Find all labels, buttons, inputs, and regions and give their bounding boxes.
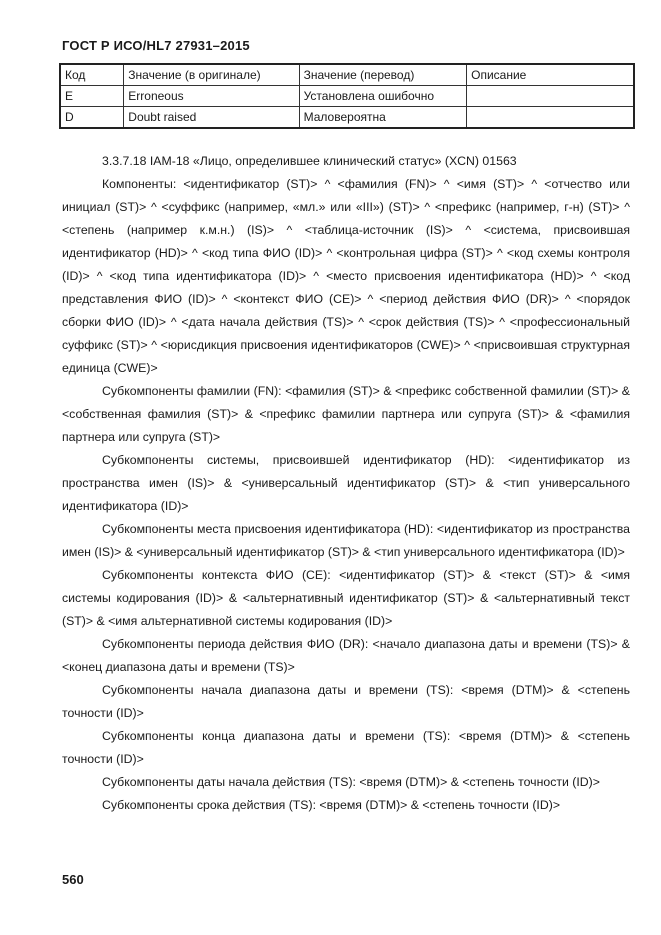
table-cell-description — [467, 86, 634, 107]
table-cell-code: E — [60, 86, 124, 107]
page-number: 560 — [62, 872, 84, 887]
column-header-translation: Значение (перевод) — [299, 64, 467, 86]
table-row — [60, 107, 634, 129]
column-header-description: Описание — [467, 64, 634, 86]
paragraph-ce-subcomponents: Субкомпоненты контекста ФИО (CE): <идентификатор (ST)> & <текст (ST)> & <имя системы кодирования (ID)> & <альтернативный идентификатор (ST)> & <альтернативный текст (ST)> & <имя альтернативной системы кодирования (ID)> — [62, 568, 630, 628]
table-header-row — [60, 64, 634, 86]
table-cell-translation: Маловероятна — [299, 107, 467, 129]
paragraph-dr-subcomponents: Субкомпоненты периода действия ФИО (DR): <начало диапазона даты и времени (TS)> & <конец диапазона даты и времени (TS)> — [62, 637, 630, 674]
table-cell-code: D — [60, 107, 124, 129]
code-table — [59, 63, 635, 129]
table-cell-translation: Установлена ошибочно — [299, 86, 467, 107]
table-cell-original: Doubt raised — [124, 107, 299, 129]
paragraph-hd-system-subcomponents: Субкомпоненты системы, присвоившей идентификатор (HD): <идентификатор из пространства имен (IS)> & <универсальный идентификатор (ST)> & <тип универсального идентификатора (ID)> — [62, 453, 630, 513]
section-heading: 3.3.7.18 IAM-18 «Лицо, определившее клинический статус» (XCN) 01563 — [102, 154, 517, 168]
document-header-title: ГОСТ Р ИСО/HL7 27931–2015 — [62, 38, 250, 53]
paragraph-fn-subcomponents: Субкомпоненты фамилии (FN): <фамилия (ST)> & <префикс собственной фамилии (ST)> & <собственная фамилия (ST)> & <префикс фамилии партнера или супруга (ST)> & <фамилия партнера или супруга (ST)> — [62, 384, 630, 444]
paragraph-ts-range-start-subcomponents: Субкомпоненты начала диапазона даты и времени (TS): <время (DTM)> & <степень точности (ID)> — [62, 683, 630, 720]
table-cell-description — [467, 107, 634, 129]
paragraph-ts-effective-date-subcomponents: Субкомпоненты даты начала действия (TS): <время (DTM)> & <степень точности (ID)> — [102, 775, 600, 789]
column-header-original: Значение (в оригинале) — [124, 64, 299, 86]
paragraph-ts-expiration-subcomponents: Субкомпоненты срока действия (TS): <время (DTM)> & <степень точности (ID)> — [102, 798, 561, 812]
document-body — [62, 150, 630, 817]
table-row — [60, 86, 634, 107]
table-cell-original: Erroneous — [124, 86, 299, 107]
column-header-code: Код — [60, 64, 124, 86]
paragraph-components: Компоненты: <идентификатор (ST)> ^ <фамилия (FN)> ^ <имя (ST)> ^ <отчество или инициал (ST)> ^ <суффикс (например, «мл.» или «III») (ST)> ^ <префикс (например, г-н) (ST)> ^ <степень (например к.м.н.) (IS)> ^ <таблица-источник (IS)> ^ <система, присвоившая идентификатор (HD)> ^ <код типа ФИО (ID)> ^ <контрольная цифра (ST)> ^ <код схемы контроля (ID)> ^ <код типа идентификатора (ID)> ^ <место присвоения идентификатора (HD)> ^ <код представления ФИО (ID)> ^ <контекст ФИО (CE)> ^ <период действия ФИО (DR)> ^ <порядок сборки ФИО (ID)> ^ <дата начала действия (TS)> ^ <срок действия (TS)> ^ <профессиональный суффикс (ST)> ^ <юрисдикция присвоения идентификаторов (CWE)> ^ <присвоившая структурная единица (CWE)> — [62, 177, 630, 375]
paragraph-ts-range-end-subcomponents: Субкомпоненты конца диапазона даты и времени (TS): <время (DTM)> & <степень точности (ID)> — [62, 729, 630, 766]
paragraph-hd-place-subcomponents: Субкомпоненты места присвоения идентификатора (HD): <идентификатор из пространства имен (IS)> & <универсальный идентификатор (ST)> & <тип универсального идентификатора (ID)> — [62, 522, 630, 559]
